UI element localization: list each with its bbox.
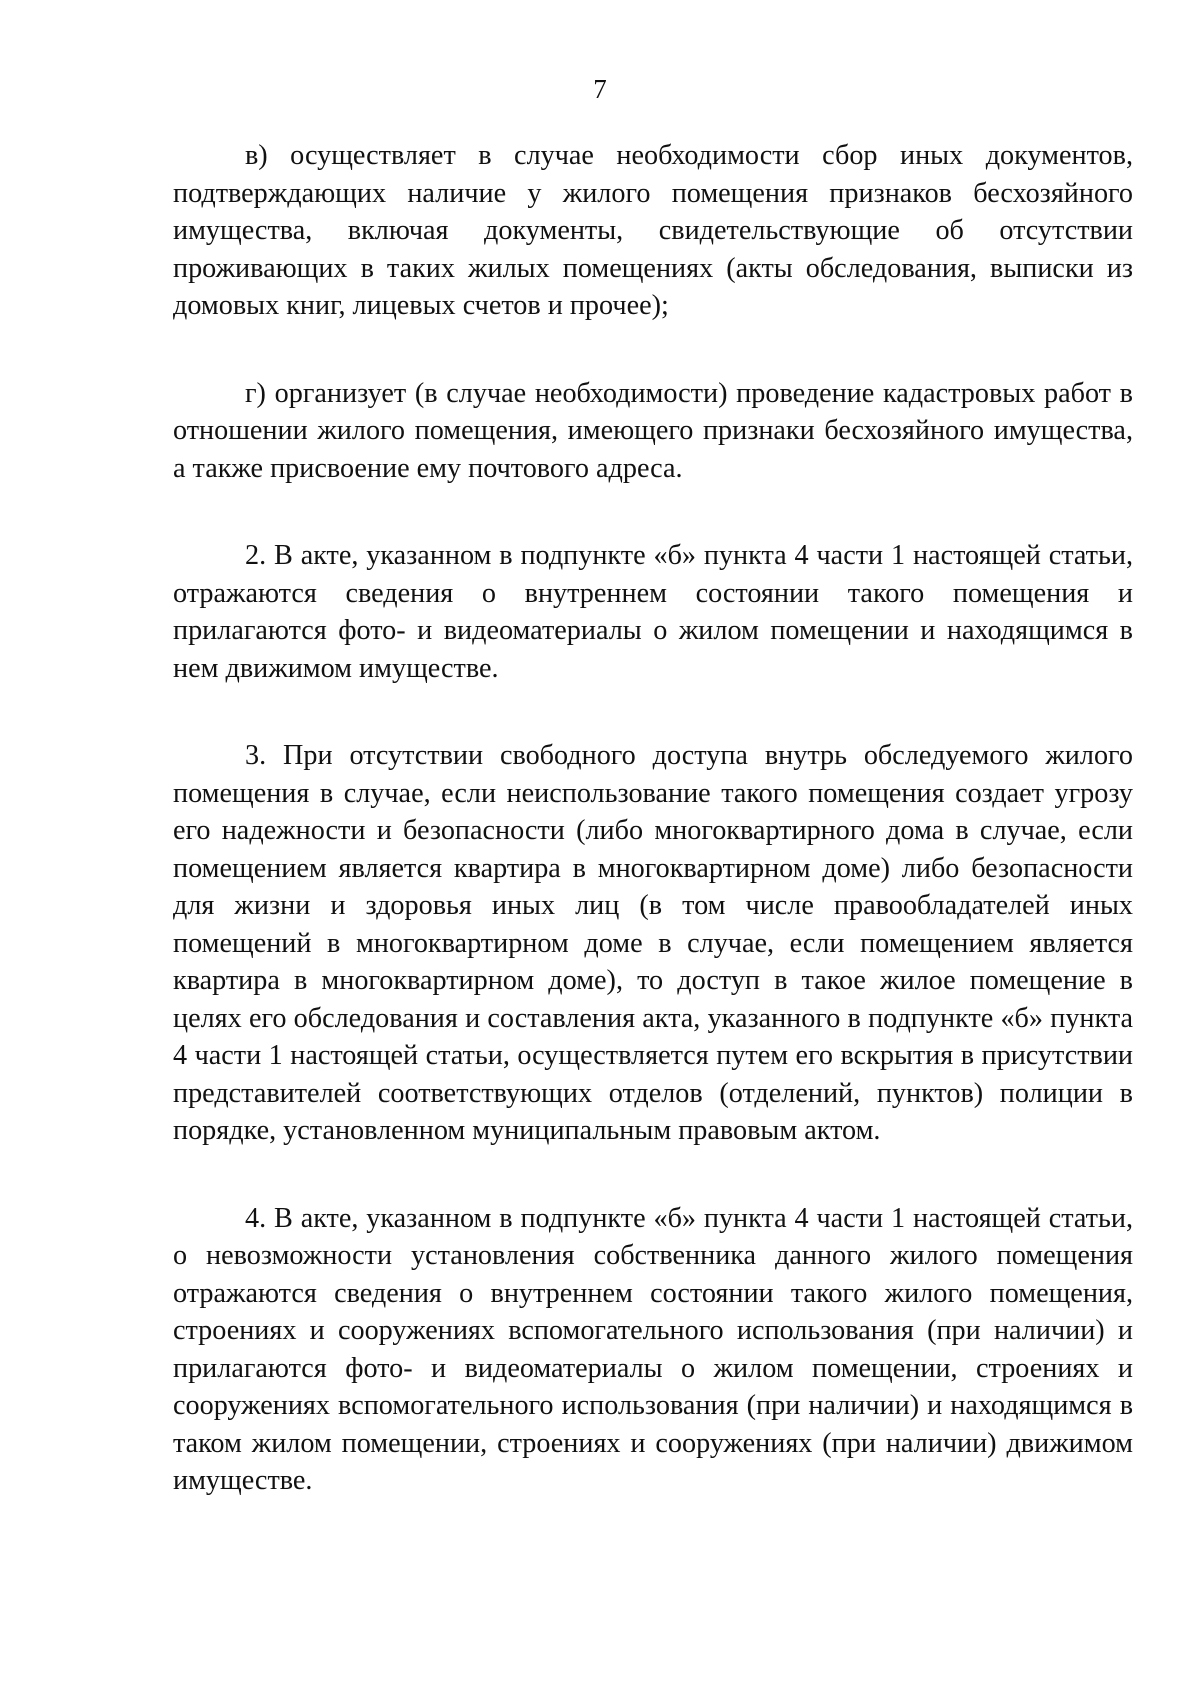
paragraph-item-2: 2. В акте, указанном в подпункте «б» пункта 4 части 1 настоящей статьи, отражаются сведения о внутреннем состоянии такого помещения и прилагаются фото- и видеоматериалы о жилом помещении и находящимся в нем движимом имуществе. [173, 540, 1133, 684]
paragraph-item-4: 4. В акте, указанном в подпункте «б» пункта 4 части 1 настоящей статьи, о невозможности установления собственника данного жилого помещения отражаются сведения о внутреннем состоянии такого жилого помещения, строениях и сооружениях вспомогательного использования (при наличии) и прилагаются фото- и видеоматериалы о жилом помещении, строениях и сооружениях вспомогательного использования (при наличии) и находящимся в таком жилом помещении, строениях и сооружениях (при наличии) движимом имуществе. [173, 1202, 1133, 1496]
paragraph-item-3: 3. При отсутствии свободного доступа внутрь обследуемого жилого помещения в случае, если неиспользование такого помещения создает угрозу его надежности и безопасности (либо многоквартирного дома в случае, если помещением является квартира в многоквартирном доме) либо безопасности для жизни и здоровья иных лиц (в том числе правообладателей иных помещений в многоквартирном доме в случае, если помещением является квартира в многоквартирном доме), то доступ в такое жилое помещение в целях его обследования и составления акта, указанного в подпункте «б» пункта 4 части 1 настоящей статьи, осуществляется путем его вскрытия в присутствии представителей соответствующих отделов (отделений, пунктов) полиции в порядке, установленном муниципальным правовым актом. [173, 740, 1133, 1146]
document-body [173, 137, 1133, 1500]
paragraph-subitem-v: в) осуществляет в случае необходимости сбор иных документов, подтверждающих наличие у жилого помещения признаков бесхозяйного имущества, включая документы, свидетельствующие об отсутствии проживающих в таких жилых помещениях (акты обследования, выписки из домовых книг, лицевых счетов и прочее); [173, 140, 1133, 321]
paragraph-subitem-g: г) организует (в случае необходимости) проведение кадастровых работ в отношении жилого помещения, имеющего признаки бесхозяйного имущества, а также присвоение ему почтового адреса. [173, 377, 1133, 484]
page-number: 7 [593, 74, 607, 104]
